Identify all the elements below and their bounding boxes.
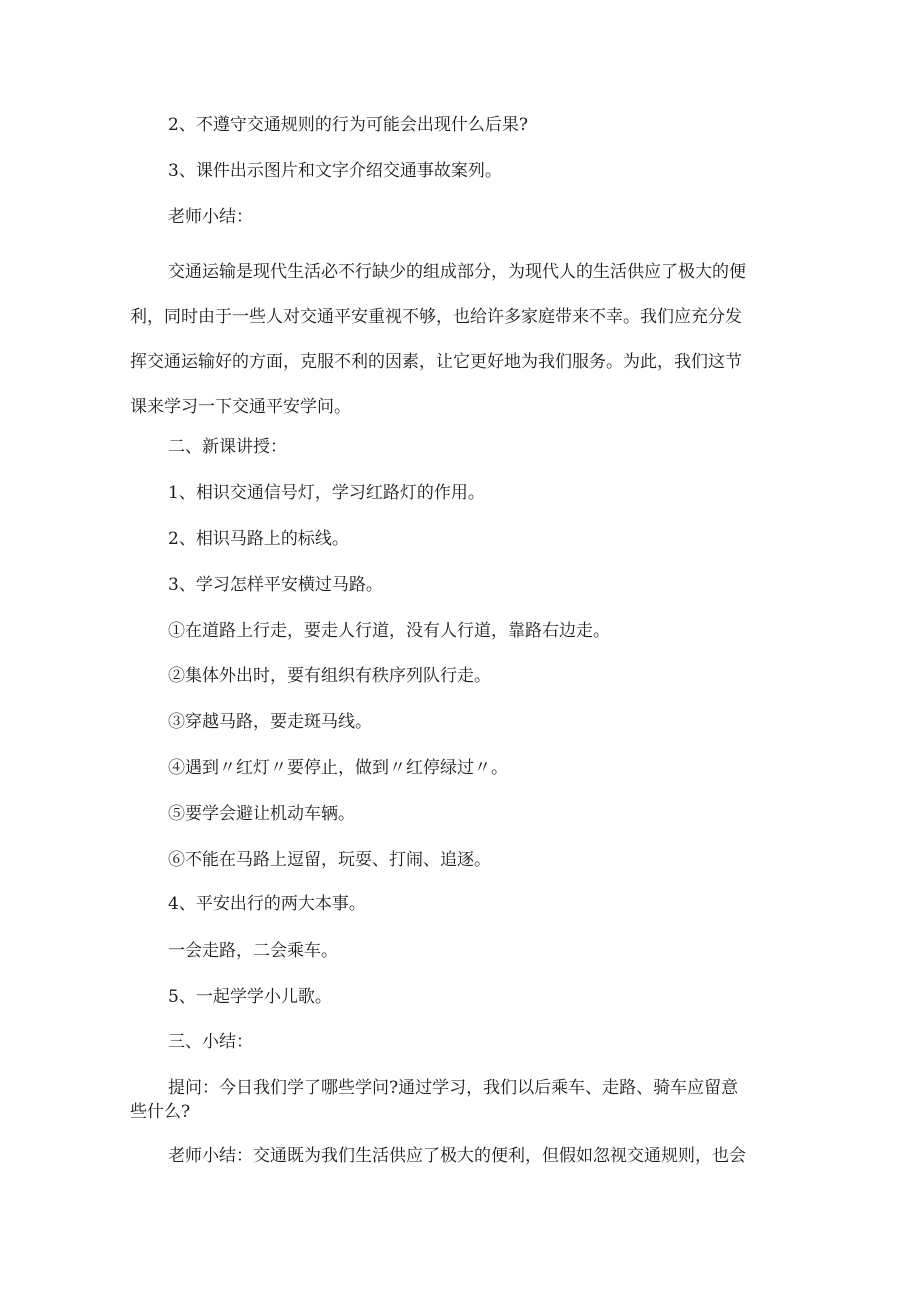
question-paragraph (130, 1076, 796, 1124)
section-heading-new-lesson: 二、新课讲授： (168, 437, 287, 457)
intro-paragraph (130, 250, 796, 430)
rule-2: ②集体外出时，要有组织有秩序列队行走。 (168, 666, 491, 686)
question-3: 3、课件出示图片和文字介绍交通事故案列。 (168, 161, 502, 181)
intro-line-3: 挥交通运输好的方面，克服不利的因素，让它更好地为我们服务。为此，我们这节 (130, 352, 742, 372)
list-item-4: 4、平安出行的两大本事。 (168, 894, 366, 914)
section-heading-summary: 三、小结： (168, 1032, 253, 1052)
intro-line-1: 交通运输是现代生活必不行缺少的组成部分，为现代人的生活供应了极大的便 (168, 262, 746, 282)
question-line-1: 提问：今日我们学了哪些学问?通过学习，我们以后乘车、走路、骑车应留意 (168, 1078, 739, 1098)
list-item-2: 2、相识马路上的标线。 (168, 529, 349, 549)
rule-3: ③穿越马路，要走斑马线。 (168, 712, 372, 732)
intro-line-2: 利，同时由于一些人对交通平安重视不够，也给许多家庭带来不幸。我们应充分发 (130, 307, 742, 327)
rule-5: ⑤要学会避让机动车辆。 (168, 804, 355, 824)
intro-line-4: 课来学习一下交通平安学问。 (130, 397, 351, 417)
rule-1: ①在道路上行走，要走人行道，没有人行道，靠路右边走。 (168, 621, 610, 641)
rule-4: ④遇到〃红灯〃要停止，做到〃红停绿过〃。 (168, 758, 508, 778)
final-summary: 老师小结：交通既为我们生活供应了极大的便利，但假如忽视交通规则，也会 (168, 1146, 746, 1166)
question-2: 2、不遵守交通规则的行为可能会出现什么后果? (168, 115, 528, 135)
list-item-5: 5、一起学学小儿歌。 (168, 987, 332, 1007)
rule-6: ⑥不能在马路上逗留，玩耍、打闹、追逐。 (168, 850, 491, 870)
teacher-summary-label: 老师小结： (168, 207, 253, 227)
list-item-1: 1、相识交通信号灯，学习红路灯的作用。 (168, 483, 485, 503)
question-line-2: 些什么? (130, 1102, 191, 1122)
list-item-4-text: 一会走路，二会乘车。 (168, 941, 338, 961)
list-item-3: 3、学习怎样平安横过马路。 (168, 575, 383, 595)
